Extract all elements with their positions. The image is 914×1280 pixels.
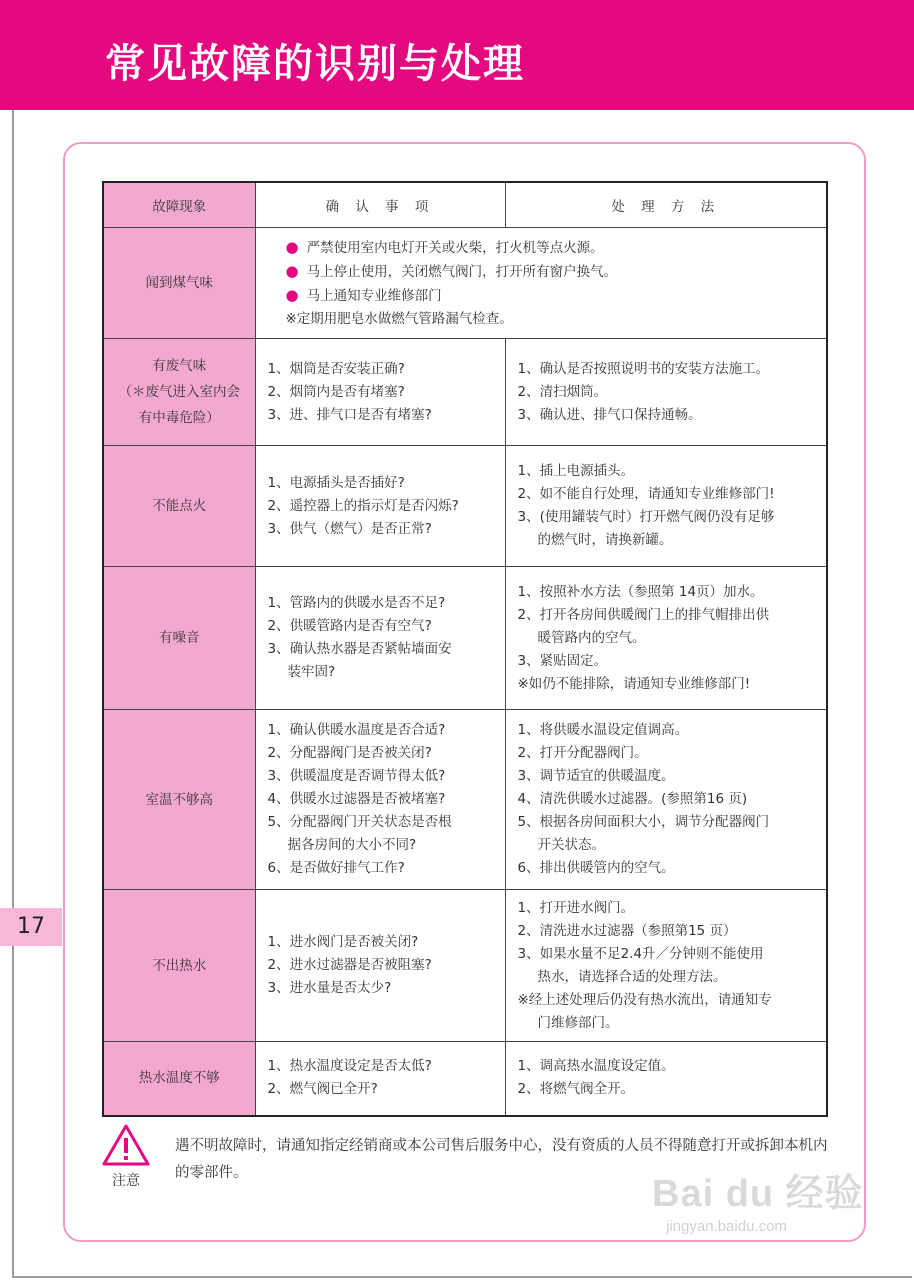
watermark-url: jingyan.baidu.com [666,1218,787,1235]
check-cell [255,446,505,567]
header-solution: 处 理 方 法 [505,182,827,228]
solution-item: 的燃气时，请换新罐。 [537,532,673,548]
solution-item: 1、调高热水温度设定值。 [517,1058,675,1075]
check-item: 2、燃气阀已全开? [267,1081,378,1098]
solution-cell [505,710,827,890]
solution-item: ※经上述处理后仍没有热水流出，请通知专 [517,991,772,1008]
check-item: 2、遥控器上的指示灯是否闪烁? [267,497,459,514]
symptom-label: 有中毒危险） [138,410,220,426]
solution-item: 2、将燃气阀全开。 [517,1081,635,1098]
solution-cell [505,446,827,567]
solution-cell [505,890,827,1042]
check-cell [255,567,505,710]
warning-label: 注意 [112,1173,140,1189]
check-item: 装牢固? [287,664,336,680]
check-item: 3、供暖温度是否调节得太低? [267,768,446,784]
check-item: 据各房间的大小不同? [287,837,417,853]
table-row [103,710,827,890]
symptom-cell [103,710,255,890]
symptom-cell [103,567,255,710]
solution-item: 4、清洗供暖水过滤器。(参照第16 页) [517,791,748,807]
solution-item: 1、打开进水阀门。 [517,899,635,916]
check-item: 3、进、排气口是否有堵塞? [267,406,432,423]
bullet-icon: ● [285,285,299,304]
check-cell [255,339,505,446]
check-item: 1、确认供暖水温度是否合适? [267,722,446,738]
symptom-label: 有噪音 [159,630,200,646]
solution-cell [505,567,827,710]
solution-item: 暖管路内的空气。 [537,629,646,646]
solution-item: 2、清扫烟筒。 [517,383,608,400]
check-item: 2、进水过滤器是否被阻塞? [267,957,432,973]
check-item: 3、供气（燃气）是否正常? [267,520,432,537]
check-item: 5、分配器阀门开关状态是否根 [267,814,452,830]
solution-item: 1、将供暖水温设定值调高。 [517,722,689,738]
symptom-label: 热水温度不够 [138,1070,220,1087]
solution-item: 3、紧贴固定。 [517,652,608,669]
header-band [0,0,914,110]
solution-item: 1、按照补水方法（参照第 14页）加水。 [517,583,764,600]
header-check: 确 认 事 项 [255,182,505,228]
watermark-logo: Bai du 经验 [652,1173,864,1215]
check-item: 6、是否做好排气工作? [267,860,405,876]
solution-item: ※如仍不能排除，请通知专业维修部门! [517,675,751,692]
symptom-cell [103,339,255,446]
symptom-label: 有废气味 [152,358,207,374]
table-row [103,890,827,1042]
check-cell [255,890,505,1042]
solution-item: 3、调节适宜的供暖温度。 [517,768,675,784]
check-item: 1、热水温度设定是否太低? [267,1058,432,1075]
solution-item: 1、插上电源插头。 [517,463,635,479]
solution-item: 1、确认是否按照说明书的安装方法施工。 [517,360,770,377]
solution-item: 6、排出供暖管内的空气。 [517,860,675,876]
bullet-icon: ● [285,261,299,280]
table-row-gas-smell [103,228,827,339]
table-row [103,567,827,710]
solution-item: 门维修部门。 [537,1014,619,1031]
symptom-cell [103,1042,255,1116]
gas-smell-note: ※定期用肥皂水做燃气管路漏气检查。 [285,310,513,327]
gas-smell-instructions [255,228,827,339]
check-item: 1、进水阀门是否被关闭? [267,934,419,950]
solution-item: 2、清洗进水过滤器（参照第15 页） [517,922,737,939]
warning-text: 遇不明故障时，请通知指定经销商或本公司售后服务中心，没有资质的人员不得随意打开或拆卸本机内的零部件。 [175,1138,828,1181]
solution-item: 2、打开分配器阀门。 [517,745,648,761]
check-item: 1、电源插头是否插好? [267,474,405,491]
check-item: 1、烟筒是否安装正确? [267,360,405,377]
symptom-label: 室温不够高 [145,791,213,808]
symptom-cell [103,446,255,567]
symptom-label: 闻到煤气味 [145,275,213,291]
table-row [103,446,827,567]
check-item: 2、烟筒内是否有堵塞? [267,383,405,400]
check-item: 3、确认热水器是否紧帖墙面安 [267,641,452,657]
page-number: 17 [0,908,62,946]
symptom-cell [103,228,255,339]
table-row [103,1042,827,1116]
solution-item: 开关状态。 [537,837,605,853]
solution-cell [505,339,827,446]
check-item: 2、供暖管路内是否有空气? [267,618,432,634]
table-header-row [103,182,827,228]
symptom-label: （＊废气进入室内会 [118,384,240,400]
symptom-label: 不出热水 [152,957,207,974]
header-symptom: 故障现象 [103,182,255,228]
check-item: 3、进水量是否太少? [267,980,392,996]
check-cell [255,710,505,890]
page-title: 常见故障的识别与处理 [105,41,525,87]
check-item: 4、供暖水过滤器是否被堵塞? [267,791,446,807]
check-item: 1、管路内的供暖水是否不足? [267,595,446,611]
bullet-icon: ● [285,237,299,256]
check-item: 2、分配器阀门是否被关闭? [267,745,432,761]
solution-item: 3、如果水量不足2.4升／分钟则不能使用 [517,945,764,962]
symptom-label: 不能点火 [152,498,207,514]
list-item: ● 严禁使用室内电灯开关或火柴，打火机等点火源。 [285,237,604,256]
solution-item: 3、(使用罐装气时）打开燃气阀仍没有足够 [517,509,775,525]
list-item: ● 马上通知专业维修部门 [285,285,442,304]
solution-item: 5、根据各房间面积大小，调节分配器阀门 [517,814,770,830]
warning-icon [102,1124,150,1166]
list-item: ● 马上停止使用，关闭燃气阀门，打开所有窗户换气。 [285,261,618,280]
check-cell [255,1042,505,1116]
solution-cell [505,1042,827,1116]
solution-item: 2、如不能自行处理，请通知专业维修部门! [517,486,775,502]
table-row [103,339,827,446]
solution-item: 2、打开各房间供暖阀门上的排气帽排出供 [517,606,770,623]
solution-item: 热水，请选择合适的处理方法。 [537,968,727,985]
solution-item: 3、确认进、排气口保持通畅。 [517,406,702,423]
symptom-cell [103,890,255,1042]
troubleshooting-table [102,181,828,1117]
